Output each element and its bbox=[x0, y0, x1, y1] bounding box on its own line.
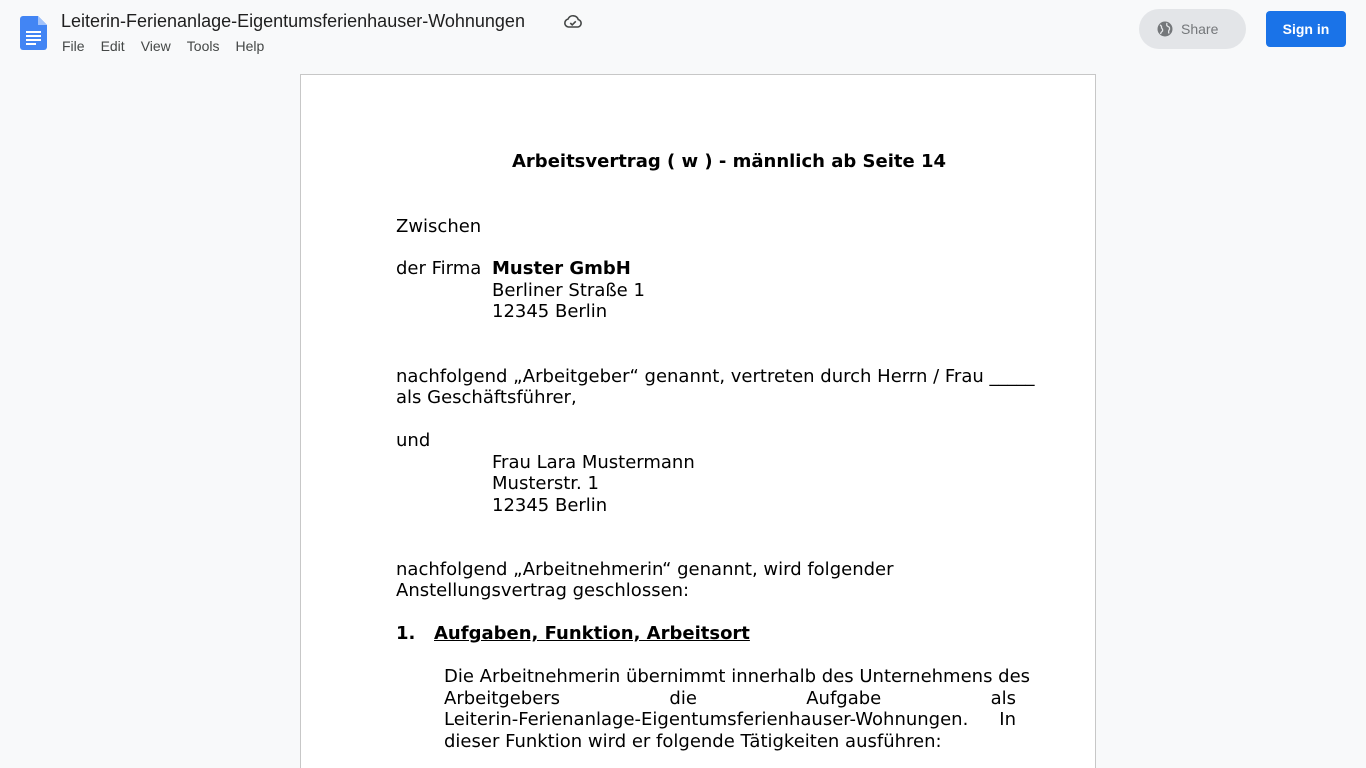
employee-name: Frau Lara Mustermann bbox=[492, 452, 695, 473]
menu-bar bbox=[54, 36, 272, 56]
firma-name: Muster GmbH bbox=[492, 258, 631, 279]
paragraph-word: Arbeitgebers bbox=[444, 688, 561, 709]
firma-street: Berliner Straße 1 bbox=[492, 280, 645, 301]
menu-edit[interactable]: Edit bbox=[100, 38, 125, 54]
employee-street: Musterstr. 1 bbox=[492, 473, 599, 494]
arbeitgeber-line-2: als Geschäftsführer, bbox=[396, 387, 577, 408]
paragraph-word: Aufgabe bbox=[806, 688, 882, 709]
document-title[interactable]: Leiterin-Ferienanlage-Eigentumsferienhauser-Wohnungen bbox=[61, 11, 525, 31]
paragraph-1-line-4: dieser Funktion wird er folgende Tätigkeiten ausführen: bbox=[444, 731, 942, 752]
paragraph-word: als bbox=[990, 688, 1016, 709]
share-label: Share bbox=[1181, 21, 1219, 37]
share-button[interactable] bbox=[1139, 9, 1246, 49]
document-page[interactable] bbox=[300, 74, 1096, 768]
arbeitnehmer-line-1: nachfolgend „Arbeitnehmerin“ genannt, wird folgender bbox=[396, 559, 894, 580]
paragraph-1-line-1: Die Arbeitnehmerin übernimmt innerhalb des Unternehmens des bbox=[444, 666, 1031, 687]
menu-view[interactable]: View bbox=[140, 38, 171, 54]
document-heading: Arbeitsvertrag ( w ) - männlich ab Seite 14 bbox=[512, 151, 946, 172]
menu-tools[interactable]: Tools bbox=[186, 38, 220, 54]
arbeitnehmer-line-2: Anstellungsvertrag geschlossen: bbox=[396, 580, 690, 601]
google-docs-icon[interactable] bbox=[20, 16, 47, 50]
section-1-number: 1. bbox=[396, 623, 416, 644]
cloud-saved-icon[interactable] bbox=[563, 13, 583, 31]
globe-icon bbox=[1157, 21, 1173, 37]
paragraph-1-line-2 bbox=[444, 688, 1016, 709]
docs-header bbox=[0, 0, 1366, 64]
text-und: und bbox=[396, 430, 431, 451]
paragraph-word: Leiterin-Ferienanlage-Eigentumsferienhauser-Wohnungen. bbox=[444, 709, 969, 730]
paragraph-word: die bbox=[669, 688, 697, 709]
arbeitgeber-line-1: nachfolgend „Arbeitgeber“ genannt, vertreten durch Herrn / Frau _____ bbox=[396, 366, 1035, 387]
section-1-title: Aufgaben, Funktion, Arbeitsort bbox=[434, 623, 750, 644]
sign-in-button[interactable]: Sign in bbox=[1266, 11, 1346, 47]
menu-help[interactable]: Help bbox=[235, 38, 265, 54]
firma-city: 12345 Berlin bbox=[492, 301, 608, 322]
menu-file[interactable]: File bbox=[62, 38, 85, 54]
employee-city: 12345 Berlin bbox=[492, 495, 608, 516]
paragraph-1-line-3 bbox=[444, 709, 1016, 730]
paragraph-word: In bbox=[999, 709, 1016, 730]
text-zwischen: Zwischen bbox=[396, 216, 482, 237]
firma-label: der Firma bbox=[396, 258, 482, 279]
